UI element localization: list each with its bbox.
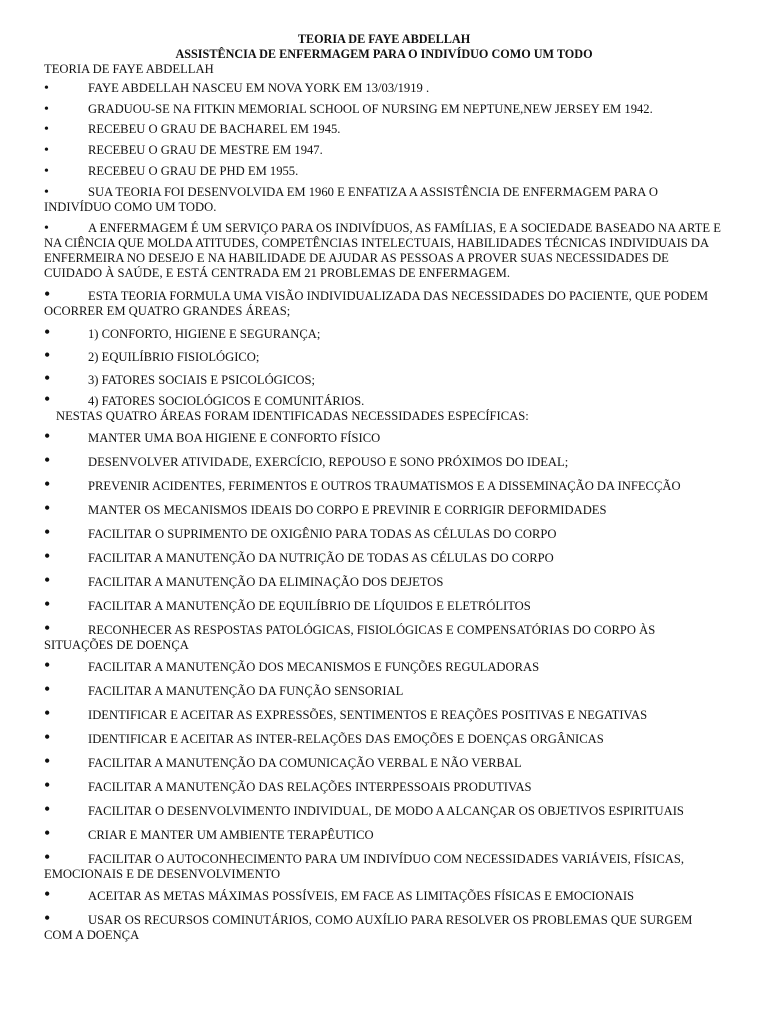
list-item <box>44 81 724 96</box>
list-item-text: FACILITAR A MANUTENÇÃO DOS MECANISMOS E FUNÇÕES REGULADORAS <box>88 660 540 674</box>
list-item <box>44 164 724 179</box>
list-item-text: 3) FATORES SOCIAIS E PSICOLÓGICOS; <box>88 373 315 387</box>
bullet-icon: • <box>44 322 51 342</box>
list-item-text: DESENVOLVER ATIVIDADE, EXERCÍCIO, REPOUSO E SONO PRÓXIMOS DO IDEAL; <box>88 455 569 469</box>
list-item <box>44 322 724 342</box>
list-item <box>44 823 724 843</box>
bullet-icon: • <box>44 594 51 614</box>
list-item <box>44 546 724 566</box>
list-item <box>44 389 724 409</box>
bullet-icon: • <box>44 164 49 179</box>
list-item-text: FACILITAR A MANUTENÇÃO DA COMUNICAÇÃO VERBAL E NÃO VERBAL <box>88 756 522 770</box>
bullet-icon: • <box>44 618 51 638</box>
list-item <box>44 594 724 614</box>
list-item-text: ACEITAR AS METAS MÁXIMAS POSSÍVEIS, EM FACE AS LIMITAÇÕES FÍSICAS E EMOCIONAIS <box>88 889 635 903</box>
bullet-icon: • <box>44 102 49 117</box>
bio-list <box>44 81 724 409</box>
bullet-icon: • <box>44 703 51 723</box>
list-item <box>44 185 724 215</box>
list-item-text: 2) EQUILÍBRIO FISIOLÓGICO; <box>88 350 260 364</box>
list-item-text: GRADUOU-SE NA FITKIN MEMORIAL SCHOOL OF NURSING EM NEPTUNE,NEW JERSEY EM 1942. <box>88 102 653 116</box>
list-item-text: FAYE ABDELLAH NASCEU EM NOVA YORK EM 13/03/1919 . <box>88 81 430 95</box>
intro-line: TEORIA DE FAYE ABDELLAH <box>44 62 214 76</box>
list-item-text: 1) CONFORTO, HIGIENE E SEGURANÇA; <box>88 327 321 341</box>
list-item-text: USAR OS RECURSOS COMINUTÁRIOS, COMO AUXÍLIO PARA RESOLVER OS PROBLEMAS QUE SURGEM COM A DOENÇA <box>44 913 693 942</box>
list-item <box>44 655 724 675</box>
document-page <box>44 32 724 943</box>
list-item-text: MANTER UMA BOA HIGIENE E CONFORTO FÍSICO <box>88 431 381 445</box>
list-item-text: RECONHECER AS RESPOSTAS PATOLÓGICAS, FISIOLÓGICAS E COMPENSATÓRIAS DO CORPO ÀS SITUAÇÕES DE DOENÇA <box>44 623 656 652</box>
list-item <box>44 284 724 319</box>
list-item <box>44 847 724 882</box>
list-item-text: ESTA TEORIA FORMULA UMA VISÃO INDIVIDUALIZADA DAS NECESSIDADES DO PACIENTE, QUE PODEM OCORRER EM QUATRO GRANDES ÁREAS; <box>44 289 709 318</box>
list-item <box>44 884 724 904</box>
list-item-text: RECEBEU O GRAU DE PHD EM 1955. <box>88 164 299 178</box>
document-subtitle: ASSISTÊNCIA DE ENFERMAGEM PARA O INDIVÍDUO COMO UM TODO <box>175 47 593 61</box>
bullet-icon: • <box>44 426 51 446</box>
list-item-text: A ENFERMAGEM É UM SERVIÇO PARA OS INDIVÍDUOS, AS FAMÍLIAS, E A SOCIEDADE BASEADO NA ARTE E NA CIÊNCIA QUE MOLDA ATITUDES, COMPETÊNCIAS INTELECTUAIS, HABILIDADES TÉCNICAS INDIVIDUAIS DA ENFERMEIRA NO DESEJO E NA HABILIDADE DE AJUDAR AS PESSOAS A PROVER SUAS NECESSIDADES DE CUIDADO À SAÚDE, E ESTÁ CENTRADA EM 21 PROBLEMAS DE ENFERMAGEM. <box>44 221 721 280</box>
list-item-text: FACILITAR O SUPRIMENTO DE OXIGÊNIO PARA TODAS AS CÉLULAS DO CORPO <box>88 527 557 541</box>
list-item-text: FACILITAR A MANUTENÇÃO DA FUNÇÃO SENSORIAL <box>88 684 404 698</box>
bullet-icon: • <box>44 655 51 675</box>
bullet-icon: • <box>44 284 51 304</box>
bullet-icon: • <box>44 474 51 494</box>
list-item <box>44 799 724 819</box>
list-item-text: PREVENIR ACIDENTES, FERIMENTOS E OUTROS TRAUMATISMOS E A DISSEMINAÇÃO DA INFECÇÃO <box>88 479 681 493</box>
list-item <box>44 703 724 723</box>
bullet-icon: • <box>44 546 51 566</box>
bullet-icon: • <box>44 143 49 158</box>
needs-subheading: NESTAS QUATRO ÁREAS FORAM IDENTIFICADAS NECESSIDADES ESPECÍFICAS: <box>56 409 529 423</box>
list-item <box>44 143 724 158</box>
list-item-text: FACILITAR A MANUTENÇÃO DA NUTRIÇÃO DE TODAS AS CÉLULAS DO CORPO <box>88 551 554 565</box>
list-item <box>44 426 724 446</box>
list-item <box>44 908 724 943</box>
bullet-icon: • <box>44 368 51 388</box>
list-item <box>44 679 724 699</box>
list-item <box>44 102 724 117</box>
list-item <box>44 775 724 795</box>
list-item-text: FACILITAR O DESENVOLVIMENTO INDIVIDUAL, DE MODO A ALCANÇAR OS OBJETIVOS ESPIRITUAIS <box>88 804 684 818</box>
bullet-icon: • <box>44 727 51 747</box>
list-item <box>44 122 724 137</box>
list-item <box>44 727 724 747</box>
needs-list <box>44 426 724 943</box>
document-title: TEORIA DE FAYE ABDELLAH <box>297 32 471 46</box>
list-item-text: FACILITAR O AUTOCONHECIMENTO PARA UM INDIVÍDUO COM NECESSIDADES VARIÁVEIS, FÍSICAS, EMOCIONAIS E DE DESENVOLVIMENTO <box>44 852 684 881</box>
list-item-text: 4) FATORES SOCIOLÓGICOS E COMUNITÁRIOS. <box>88 394 365 408</box>
list-item <box>44 570 724 590</box>
list-item <box>44 221 724 281</box>
bullet-icon: • <box>44 823 51 843</box>
list-item-text: FACILITAR A MANUTENÇÃO DA ELIMINAÇÃO DOS DEJETOS <box>88 575 444 589</box>
list-item-text: CRIAR E MANTER UM AMBIENTE TERAPÊUTICO <box>88 828 374 842</box>
bullet-icon: • <box>44 522 51 542</box>
bullet-icon: • <box>44 679 51 699</box>
bullet-icon: • <box>44 498 51 518</box>
bullet-icon: • <box>44 221 49 236</box>
list-item <box>44 498 724 518</box>
bullet-icon: • <box>44 775 51 795</box>
list-item-text: RECEBEU O GRAU DE BACHAREL EM 1945. <box>88 122 341 136</box>
bullet-icon: • <box>44 450 51 470</box>
list-item <box>44 618 724 653</box>
list-item-text: SUA TEORIA FOI DESENVOLVIDA EM 1960 E ENFATIZA A ASSISTÊNCIA DE ENFERMAGEM PARA O INDIVÍDUO COMO UM TODO. <box>44 185 658 214</box>
bullet-icon: • <box>44 799 51 819</box>
list-item-text: IDENTIFICAR E ACEITAR AS INTER-RELAÇÕES DAS EMOÇÕES E DOENÇAS ORGÂNICAS <box>88 732 604 746</box>
list-item-text: FACILITAR A MANUTENÇÃO DAS RELAÇÕES INTERPESSOAIS PRODUTIVAS <box>88 780 532 794</box>
bullet-icon: • <box>44 345 51 365</box>
list-item <box>44 368 724 388</box>
list-item-text: RECEBEU O GRAU DE MESTRE EM 1947. <box>88 143 323 157</box>
list-item <box>44 751 724 771</box>
bullet-icon: • <box>44 185 49 200</box>
list-item <box>44 522 724 542</box>
list-item-text: FACILITAR A MANUTENÇÃO DE EQUILÍBRIO DE LÍQUIDOS E ELETRÓLITOS <box>88 599 531 613</box>
bullet-icon: • <box>44 570 51 590</box>
bullet-icon: • <box>44 389 51 409</box>
bullet-icon: • <box>44 847 51 867</box>
list-item <box>44 474 724 494</box>
list-item <box>44 345 724 365</box>
list-item <box>44 450 724 470</box>
bullet-icon: • <box>44 81 49 96</box>
bullet-icon: • <box>44 751 51 771</box>
bullet-icon: • <box>44 122 49 137</box>
list-item-text: MANTER OS MECANISMOS IDEAIS DO CORPO E PREVINIR E CORRIGIR DEFORMIDADES <box>88 503 607 517</box>
bullet-icon: • <box>44 908 51 928</box>
list-item-text: IDENTIFICAR E ACEITAR AS EXPRESSÕES, SENTIMENTOS E REAÇÕES POSITIVAS E NEGATIVAS <box>88 708 648 722</box>
bullet-icon: • <box>44 884 51 904</box>
